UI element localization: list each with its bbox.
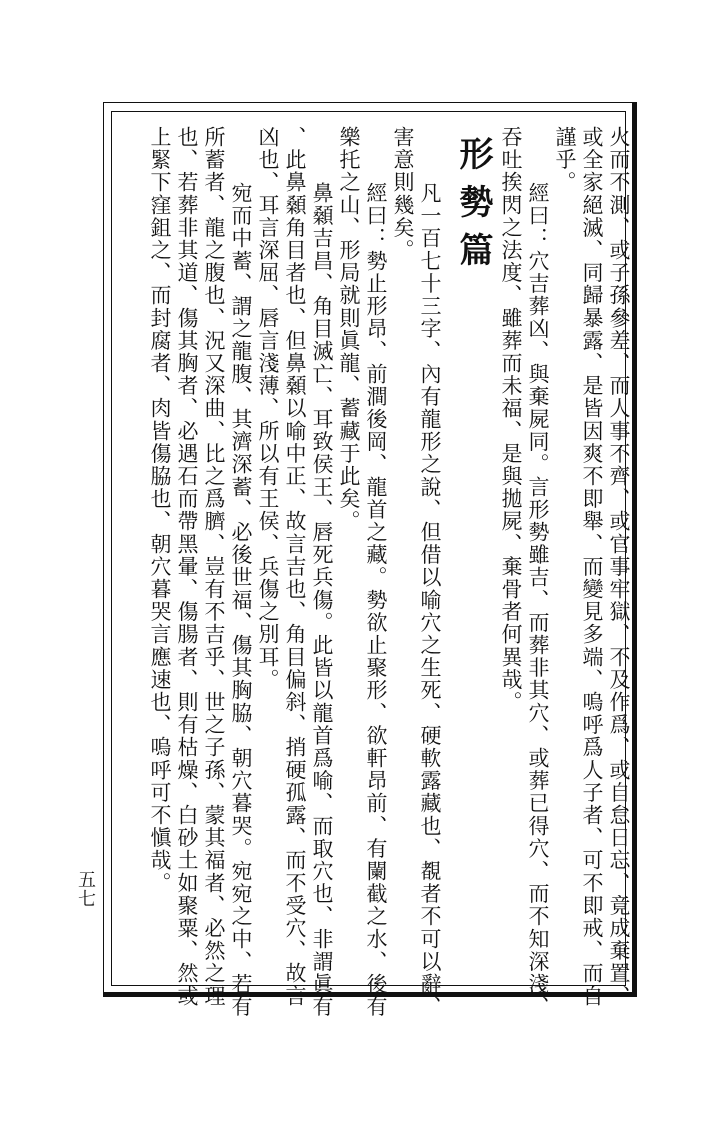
text-body <box>111 111 631 1019</box>
text-column: 凡一百七十三字、內有龍形之說、但借以喻穴之生死、硬軟露藏也、覩者不可以辭、 <box>418 182 442 1019</box>
text-column: 經曰：穴吉葬凶、與棄屍同。言形勢雖吉、而葬非其穴、或葬已得穴、而不知深淺、 <box>526 182 550 1019</box>
text-column: 上緊下窪鉏之、而封腐者、肉皆傷脇也、朝穴暮哭言應速也、嗚呼可不愼哉。 <box>148 126 172 895</box>
text-column: 害意則幾矣。 <box>391 126 415 262</box>
text-column: 謹乎。 <box>553 126 577 194</box>
text-column: 宛而中蓄、謂之龍腹、其濟深蓄、必後世福、傷其胸脇、朝穴暮哭。宛宛之中、若有 <box>229 182 253 1019</box>
text-column: 火而不測、或子孫參差、而人事不齊、或官事牢獄、不及作爲、或自怠日忘、竟成棄置、 <box>607 126 631 1008</box>
text-column: 樂托之山、形局就則眞龍、蓄藏于此矣。 <box>337 126 361 533</box>
page-number: 五七 <box>75 870 96 908</box>
section-heading: 形勢篇 <box>453 136 493 280</box>
text-column: 鼻顙吉昌、角目滅亡、耳致侯王、唇死兵傷。此皆以龍首爲喻、而取穴也、非謂眞有 <box>310 182 334 1019</box>
text-column: 所蓄者、龍之腹也、況又深曲、比之爲臍、豈有不吉乎、世之子孫、蒙其福者、必然之理 <box>202 126 226 1008</box>
page-frame <box>103 102 637 1019</box>
text-column: 經曰：勢止形昂、前澗後岡、龍首之藏。勢欲止聚形、欲軒昂前、有闌截之水、後有 <box>364 182 388 1019</box>
text-column: 吞吐挨閃之法度、雖葬而未福、是與拋屍、棄骨者何異哉。 <box>499 126 523 714</box>
text-column: 也、若葬非其道、傷其胸者、必遇石而帶黑暈、傷腸者、則有枯燥、白砂土如聚粟、然或 <box>175 126 199 1008</box>
text-column: 或全家絕滅、同歸暴露、是皆因爽不即舉、而變見多端、嗚呼爲人子者、可不即戒、而自 <box>580 126 604 1008</box>
text-column: 、此鼻顙角目者也、但鼻顙以喻中正、故言吉也、角目偏斜、捎硬孤露、而不受穴、故言 <box>283 126 307 1008</box>
text-column: 凶也、耳言深屈、唇言淺薄、所以有王侯、兵傷之別耳。 <box>256 126 280 691</box>
